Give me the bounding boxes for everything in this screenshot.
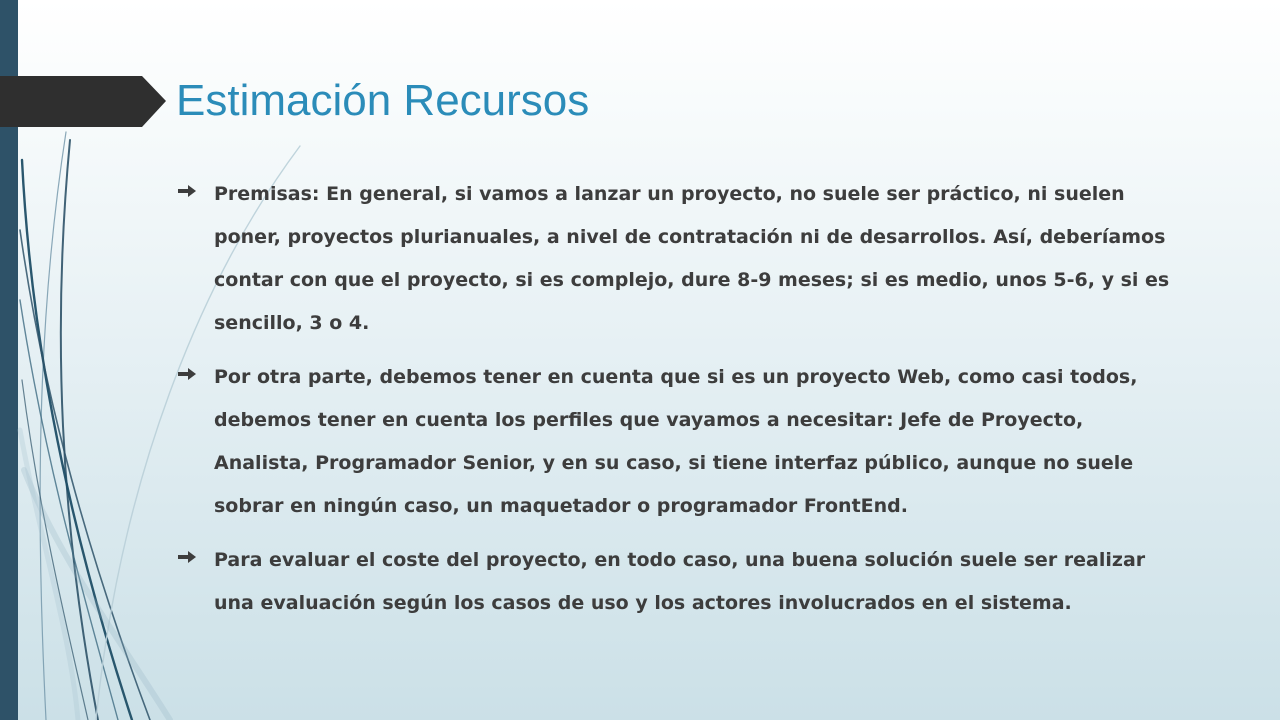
list-item [178, 173, 1178, 345]
bullet-text: Para evaluar el coste del proyecto, en todo caso, una buena solución suele ser realizar una evaluación según los casos de uso y los actores involucrados en el sistema. [214, 549, 1146, 614]
right-arrow-icon [178, 551, 196, 563]
bullet-text: Por otra parte, debemos tener en cuenta que si es un proyecto Web, como casi todos, debemos tener en cuenta los perfiles que vayamos a necesitar: Jefe de Proyecto, Analista, Programador Senior, y en su caso, si tiene interfaz público, aunque no suele sobrar en ningún caso, un maquetador o programador FrontEnd. [214, 366, 1138, 517]
bullet-text: Premisas: En general, si vamos a lanzar un proyecto, no suele ser práctico, ni suelen poner, proyectos plurianuales, a nivel de contratación ni de desarrollos. Así, deberíamos contar con que el proyecto, si es complejo, dure 8-9 meses; si es medio, unos 5-6, y si es sencillo, 3 o 4. [214, 183, 1170, 334]
right-arrow-icon [178, 368, 196, 380]
list-item [178, 356, 1178, 528]
bullet-list [178, 176, 1178, 639]
right-arrow-icon [178, 185, 196, 197]
title-arrow-shape [0, 76, 166, 127]
list-item [178, 539, 1178, 625]
slide-title: Estimación Recursos [176, 76, 590, 125]
